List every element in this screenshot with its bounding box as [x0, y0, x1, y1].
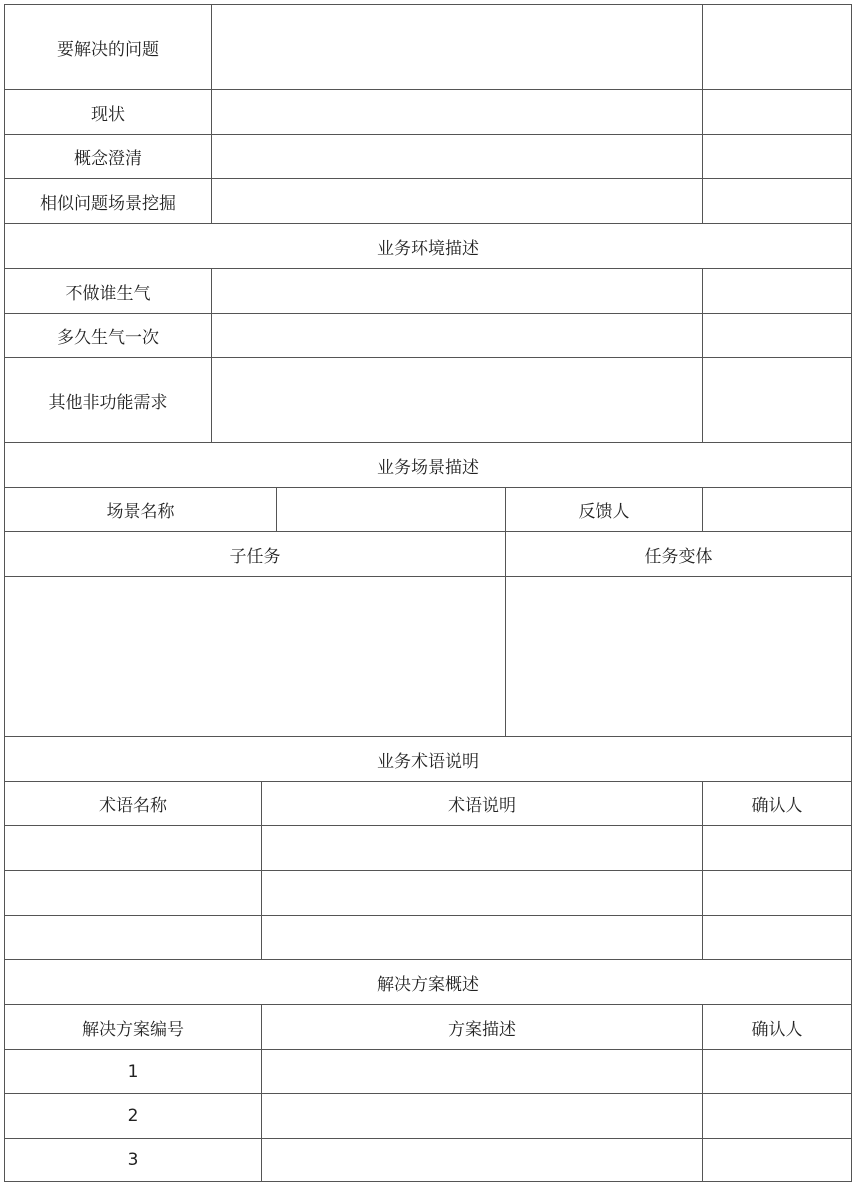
- scene-section-title: 业务场景描述: [377, 457, 479, 478]
- term-description-cell[interactable]: [262, 826, 702, 870]
- feedback-label: 反馈人: [578, 502, 630, 522]
- problem-extra[interactable]: [703, 5, 851, 89]
- concept-label: 概念澄清: [74, 149, 142, 169]
- solution-number: 1: [127, 1061, 139, 1082]
- problem-label: 要解决的问题: [57, 39, 159, 60]
- term-name-cell[interactable]: [5, 871, 261, 915]
- solution-description-cell[interactable]: [262, 1050, 702, 1093]
- solution-number-header: 解决方案编号: [82, 1019, 184, 1040]
- problem-input[interactable]: [212, 5, 702, 89]
- requirements-form: [4, 4, 852, 1182]
- scene-name-label: 场景名称: [106, 502, 175, 522]
- term-confirmer-header: 确认人: [751, 796, 803, 816]
- frequency-input[interactable]: [212, 314, 702, 357]
- no-do-extra[interactable]: [703, 269, 851, 313]
- terms-section-title: 业务术语说明: [377, 751, 479, 772]
- solution-confirmer-header: 确认人: [751, 1019, 803, 1040]
- term-description-header: 术语说明: [448, 796, 516, 816]
- term-confirmer-cell[interactable]: [703, 916, 851, 959]
- solution-description-cell[interactable]: [262, 1139, 702, 1181]
- solution-number: 3: [127, 1150, 139, 1170]
- frequency-extra[interactable]: [703, 314, 851, 357]
- solution-section-title: 解决方案概述: [377, 974, 479, 995]
- status-input[interactable]: [212, 90, 702, 134]
- concept-input[interactable]: [212, 135, 702, 178]
- solution-description-cell[interactable]: [262, 1094, 702, 1138]
- solution-confirmer-cell[interactable]: [703, 1050, 851, 1093]
- variant-input[interactable]: [506, 577, 851, 736]
- similar-scene-extra[interactable]: [703, 179, 851, 223]
- similar-scene-input[interactable]: [212, 179, 702, 223]
- solution-description-header: 方案描述: [448, 1019, 516, 1040]
- term-name-cell[interactable]: [5, 826, 261, 870]
- term-description-cell[interactable]: [262, 916, 702, 959]
- nonfunctional-input[interactable]: [212, 358, 702, 442]
- no-do-label: 不做谁生气: [65, 283, 151, 304]
- solution-confirmer-cell[interactable]: [703, 1094, 851, 1138]
- nonfunctional-label: 其他非功能需求: [48, 392, 168, 413]
- status-label: 现状: [91, 104, 125, 125]
- similar-scene-label: 相似问题场景挖掘: [40, 193, 176, 214]
- subtask-input[interactable]: [5, 577, 505, 736]
- frequency-label: 多久生气一次: [57, 328, 159, 348]
- subtask-header: 子任务: [229, 546, 281, 567]
- concept-extra[interactable]: [703, 135, 851, 178]
- no-do-input[interactable]: [212, 269, 702, 313]
- solution-confirmer-cell[interactable]: [703, 1139, 851, 1181]
- status-extra[interactable]: [703, 90, 851, 134]
- term-confirmer-cell[interactable]: [703, 871, 851, 915]
- scene-name-input[interactable]: [277, 488, 505, 531]
- variant-header: 任务变体: [644, 546, 713, 567]
- term-description-cell[interactable]: [262, 871, 702, 915]
- term-name-cell[interactable]: [5, 916, 261, 959]
- term-name-header: 术语名称: [99, 796, 167, 816]
- solution-number: 2: [127, 1106, 139, 1126]
- nonfunctional-extra[interactable]: [703, 358, 851, 442]
- term-confirmer-cell[interactable]: [703, 826, 851, 870]
- environment-section-title: 业务环境描述: [377, 238, 479, 259]
- feedback-input[interactable]: [703, 488, 851, 531]
